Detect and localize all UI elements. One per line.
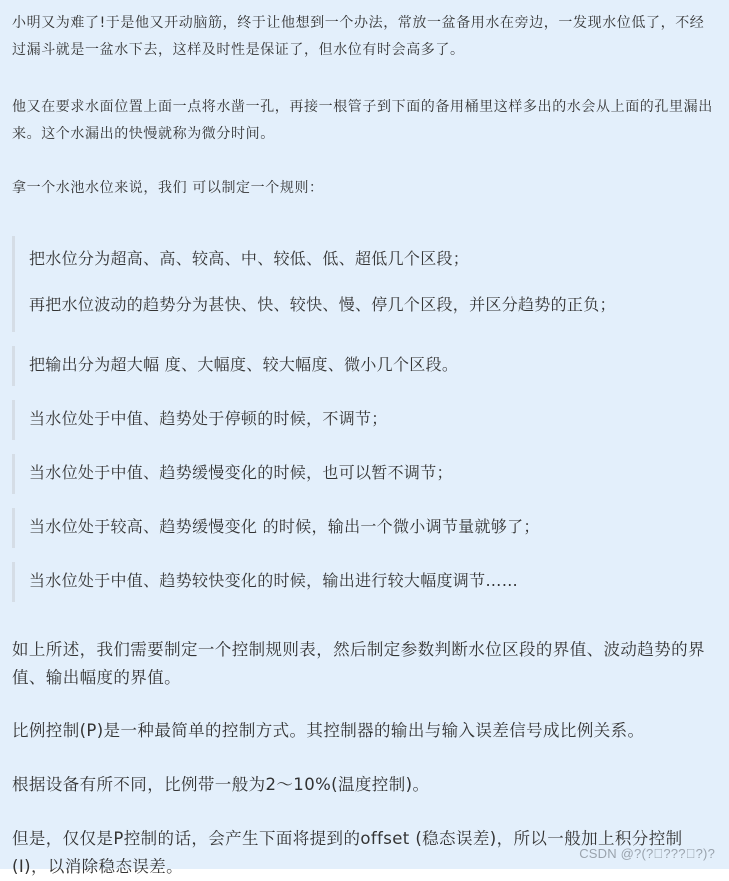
paragraph-rule-intro: 拿一个水池水位来说，我们 可以制定一个规则： <box>12 180 324 196</box>
paragraph-backup-basin: 小明又为难了!于是他又开动脑筋，终于让他想到一个办法，常放一盆备用水在旁边，一发现水位低了，不经过漏斗就是一盆水下去，这样及时性是保证了，但水位有时会高多了。 <box>12 15 705 58</box>
csdn-watermark: CSDN @?(? ??? ?)? <box>579 846 715 861</box>
rule-item: 当水位处于较高、趋势缓慢变化 的时候，输出一个微小调节量就够了； <box>12 508 729 548</box>
paragraph-control-table: 如上所述，我们需要制定一个控制规则表，然后制定参数判断水位区段的界值、波动趋势的界值、输出幅度的界值。 <box>12 640 705 687</box>
paragraph-offset-integral: 但是，仅仅是P控制的话，会产生下面将提到的offset (稳态误差)，所以一般加上积分控制(I)，以消除稳态误差。 <box>12 829 683 876</box>
rule-item: 再把水位波动的趋势分为甚快、快、较快、慢、停几个区段，并区分趋势的正负； <box>12 282 729 332</box>
paragraph-derivative-time: 他又在要求水面位置上面一点将水凿一孔，再接一根管子到下面的备用桶里这样多出的水会从上面的孔里漏出来。这个水漏出的快慢就称为微分时间。 <box>12 99 713 142</box>
rules-blockquote-list <box>12 236 729 602</box>
rule-item: 当水位处于中值、趋势缓慢变化的时候，也可以暂不调节； <box>12 454 729 494</box>
paragraph-proportional-band: 根据设备有所不同，比例带一般为2～10%(温度控制)。 <box>12 775 430 794</box>
rule-item: 当水位处于中值、趋势较快变化的时候，输出进行较大幅度调节…… <box>12 562 729 602</box>
rule-item: 把水位分为超高、高、较高、中、较低、低、超低几个区段； <box>12 236 729 282</box>
rule-item: 当水位处于中值、趋势处于停顿的时候，不调节； <box>12 400 729 440</box>
paragraph-proportional-control: 比例控制(P)是一种最简单的控制方式。其控制器的输出与输入误差信号成比例关系。 <box>12 721 645 740</box>
rule-item: 把输出分为超大幅 度、大幅度、较大幅度、微小几个区段。 <box>12 346 729 386</box>
